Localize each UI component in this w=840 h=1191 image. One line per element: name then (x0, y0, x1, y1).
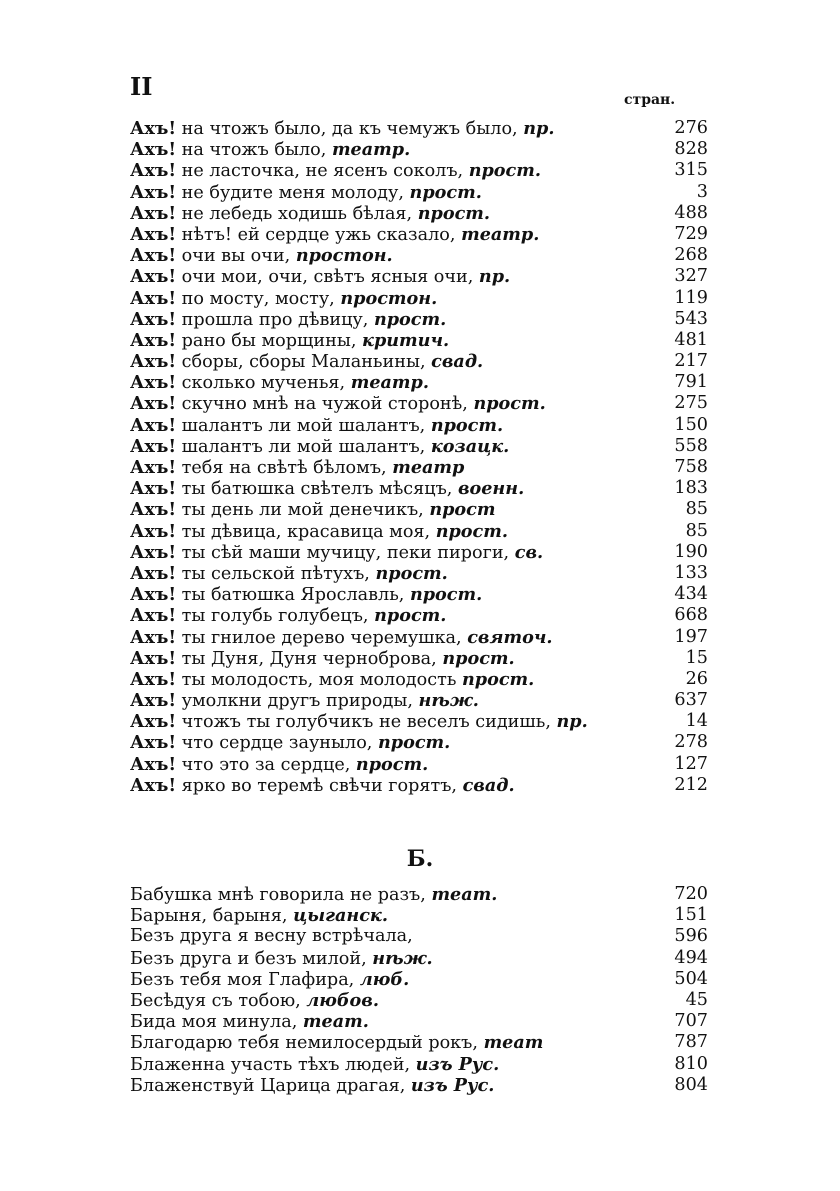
entry-title: на чтожъ было, (181, 140, 327, 161)
entry-title: сборы, сборы Маланьины, (181, 352, 426, 373)
entry-genre: простон. (340, 287, 438, 309)
index-entry (130, 118, 708, 139)
entry-lead: Ахъ! (130, 541, 177, 563)
index-entry (130, 884, 708, 905)
index-entry (130, 393, 708, 414)
entry-genre: военн. (457, 478, 525, 500)
index-entry (130, 926, 708, 947)
index-entry (130, 372, 708, 393)
index-entry (130, 732, 708, 753)
entry-genre: святоч. (467, 626, 553, 648)
entry-page-number: 197 (670, 627, 708, 648)
entry-page-number: 729 (670, 224, 708, 245)
entry-page-number: 637 (670, 690, 708, 711)
entry-page-number: 543 (670, 309, 708, 330)
entry-lead: Ахъ! (130, 711, 177, 733)
entry-genre: театр. (350, 372, 429, 394)
entry-genre: изъ Рус. (410, 1074, 495, 1096)
entry-title: ты дѣвица, красавица моя, (181, 521, 431, 542)
index-entry (130, 563, 708, 584)
entry-page-number: 212 (670, 775, 708, 796)
entry-lead: Ахъ! (130, 160, 177, 182)
entry-page-number: 720 (670, 884, 708, 905)
entry-title: ты гнилое дерево черемушка, (181, 627, 462, 648)
entry-genre: прост. (375, 562, 448, 584)
entry-lead: Ахъ! (130, 668, 177, 690)
entry-page-number: 758 (670, 457, 708, 478)
entry-lead: Ахъ! (130, 690, 177, 712)
entry-genre: пр. (556, 711, 588, 733)
index-entry (130, 948, 708, 969)
entry-page-number: 707 (670, 1011, 708, 1032)
entry-page-number: 85 (682, 521, 708, 542)
index-entry (130, 457, 708, 478)
index-entry (130, 309, 708, 330)
entry-lead: Ахъ! (130, 118, 177, 139)
entry-page-number: 275 (670, 393, 708, 414)
index-entry (130, 669, 708, 690)
entry-title: Барыня, барыня, (130, 906, 288, 927)
entry-title: Бабушка мнѣ говорила не разъ, (130, 885, 426, 905)
entry-genre: прост. (409, 181, 482, 203)
index-entry (130, 905, 708, 926)
entry-page-number: 504 (670, 969, 708, 990)
index-entry (130, 351, 708, 372)
entry-page-number: 3 (693, 182, 708, 203)
entry-genre: прост. (417, 202, 491, 224)
entry-title: ты батюшка свѣтелъ мѣсяцъ, (181, 479, 453, 500)
index-entry (130, 436, 708, 457)
index-entry (130, 1075, 708, 1096)
entry-lead: Ахъ! (130, 457, 177, 478)
entry-genre: свад. (462, 774, 515, 796)
entry-genre: прост. (355, 753, 429, 775)
entry-title: на чтожъ было, да къ чемужъ было, (181, 119, 518, 139)
index-entry (130, 266, 708, 287)
entry-page-number: 190 (670, 542, 708, 563)
entry-genre: прост. (374, 605, 447, 627)
entry-page-number: 327 (670, 266, 708, 287)
entry-genre: св. (514, 541, 544, 563)
entry-page-number: 127 (670, 754, 708, 775)
entry-title: умолкни другъ природы, (181, 691, 413, 712)
index-entry (130, 182, 708, 203)
entry-page-number: 45 (682, 990, 708, 1011)
index-entry (130, 224, 708, 245)
entry-title: не ласточка, не ясенъ соколъ, (181, 161, 464, 182)
entry-page-number: 276 (670, 118, 708, 139)
entry-title: Безъ друга и безъ милой, (130, 948, 367, 969)
entry-lead: Ахъ! (130, 562, 177, 584)
entry-title: не будите меня молоду, (181, 182, 404, 203)
entry-lead: Ахъ! (130, 435, 177, 457)
entry-title: Блаженна участь тѣхъ людей, (130, 1054, 411, 1075)
entry-lead: Ахъ! (130, 372, 177, 394)
index-entry (130, 415, 708, 436)
entry-genre: нѣж. (372, 947, 433, 969)
entry-page-number: 488 (670, 203, 708, 224)
entry-title: Благодарю тебя немилосердый рокъ, (130, 1033, 478, 1054)
index-entry (130, 1011, 708, 1032)
entry-lead: Ахъ! (130, 266, 177, 288)
section-b-list (130, 884, 708, 1096)
entry-title: ты Дуня, Дуня черноброва, (181, 648, 437, 669)
entry-genre: нѣж. (418, 690, 479, 712)
page-number: II (130, 72, 153, 101)
entry-page-number: 119 (670, 288, 708, 309)
index-entry (130, 1054, 708, 1075)
entry-page-number: 85 (682, 499, 708, 520)
entry-page-number: 596 (670, 926, 708, 947)
entry-lead: Ахъ! (130, 245, 177, 267)
entry-title: ты батюшка Ярославль, (181, 585, 405, 606)
index-entry (130, 160, 708, 181)
index-entry (130, 775, 708, 796)
entry-page-number: 133 (670, 563, 708, 584)
entry-lead: Ахъ! (130, 393, 177, 415)
entry-genre: простон. (295, 245, 393, 267)
entry-title: очи мои, очи, свѣтъ ясныя очи, (181, 267, 474, 288)
entry-page-number: 828 (670, 139, 708, 160)
entry-title: чтожъ ты голубчикъ не веселъ сидишь, (181, 712, 551, 733)
entry-title: ты сѣй маши мучицу, пеки пироги, (181, 542, 510, 563)
index-entry (130, 542, 708, 563)
column-header: стран. (624, 92, 676, 108)
entry-lead: Ахъ! (130, 139, 177, 161)
index-entry (130, 1032, 708, 1053)
entry-genre: теат. (431, 884, 498, 905)
index-entry (130, 627, 708, 648)
entry-title: что это за сердце, (181, 754, 351, 775)
entry-genre: цыганск. (293, 905, 388, 927)
entry-genre: театр. (461, 223, 540, 245)
entry-page-number: 151 (670, 905, 708, 926)
index-entry (130, 288, 708, 309)
entry-page-number: 558 (670, 436, 708, 457)
entry-lead: Ахъ! (130, 181, 177, 203)
entry-page-number: 804 (670, 1075, 708, 1096)
entry-title: ярко во теремѣ свѣчи горятъ, (181, 775, 457, 796)
entry-page-number: 481 (670, 330, 708, 351)
entry-title: Безъ друга я весну встрѣчала, (130, 926, 413, 947)
entry-genre: прост. (468, 160, 542, 182)
entry-genre: театр (392, 457, 465, 478)
entry-genre: прост. (378, 732, 451, 754)
entry-title: тебя на свѣтѣ бѣломъ, (181, 458, 387, 478)
entry-title: рано бы морщины, (181, 330, 357, 351)
entry-lead: Ахъ! (130, 499, 177, 521)
entry-genre: прост. (473, 393, 546, 415)
entry-lead: Ахъ! (130, 626, 177, 648)
entry-title: ты день ли мой денечикъ, (181, 500, 424, 521)
entry-page-number: 150 (670, 415, 708, 436)
entry-lead: Ахъ! (130, 774, 177, 796)
entry-genre: прост. (442, 647, 515, 669)
index-entry (130, 711, 708, 732)
entry-title: Блаженствуй Царица драгая, (130, 1075, 406, 1096)
entry-genre: прост. (435, 520, 509, 542)
entry-page-number: 791 (670, 372, 708, 393)
entry-genre: прост. (409, 584, 483, 606)
entry-genre: пр. (523, 118, 555, 139)
entry-lead: Ахъ! (130, 351, 177, 373)
index-entry (130, 499, 708, 520)
entry-page-number: 315 (670, 160, 708, 181)
entry-title: скучно мнѣ на чужой сторонѣ, (181, 394, 468, 415)
entry-lead: Ахъ! (130, 732, 177, 754)
entry-lead: Ахъ! (130, 223, 177, 245)
entry-page-number: 217 (670, 351, 708, 372)
entry-page-number: 434 (670, 584, 708, 605)
index-entry (130, 990, 708, 1011)
entry-title: Бесѣдуя съ тобою, (130, 990, 301, 1011)
entry-title: шалантъ ли мой шалантъ, (181, 436, 426, 457)
entry-genre: теат. (302, 1011, 369, 1033)
entry-title: что сердце заунылo, (181, 733, 373, 754)
entry-page-number: 14 (682, 711, 708, 732)
entry-genre: критич. (362, 329, 450, 351)
entry-genre: изъ Рус. (415, 1053, 500, 1075)
entry-title: ты молодость, моя молодость (181, 669, 457, 690)
section-b-heading: Б. (406, 846, 434, 872)
entry-genre: люб. (359, 968, 410, 990)
entry-genre: любов. (306, 989, 379, 1011)
entry-lead: Ахъ! (130, 647, 177, 669)
index-entry (130, 584, 708, 605)
entry-page-number: 183 (670, 478, 708, 499)
entry-lead: Ахъ! (130, 329, 177, 351)
entry-page-number: 15 (682, 648, 708, 669)
entry-title: ты голубь голубецъ, (181, 606, 369, 627)
entry-page-number: 278 (670, 732, 708, 753)
entry-genre: прост (429, 499, 496, 521)
entry-title: нѣтъ! ей сердце ужь сказало, (181, 224, 456, 245)
entry-page-number: 494 (670, 948, 708, 969)
entry-page-number: 26 (682, 669, 708, 690)
entry-title: Бида моя минула, (130, 1012, 298, 1033)
entry-genre: теат (483, 1032, 544, 1054)
entry-title: Безъ тебя моя Глафира, (130, 969, 355, 990)
entry-genre: козацк. (430, 435, 510, 457)
entry-genre: театр. (331, 139, 411, 161)
index-entry (130, 969, 708, 990)
entry-lead: Ахъ! (130, 605, 177, 627)
index-entry (130, 203, 708, 224)
index-entry (130, 754, 708, 775)
entry-genre: прост. (430, 414, 504, 436)
entry-genre: прост. (462, 668, 535, 690)
entry-genre: прост. (373, 308, 447, 330)
entry-lead: Ахъ! (130, 584, 177, 606)
index-entry (130, 478, 708, 499)
entry-title: ты сельской пѣтухъ, (181, 563, 370, 584)
entry-lead: Ахъ! (130, 202, 177, 224)
entry-title: сколько мученья, (181, 373, 346, 394)
entry-title: шалантъ ли мой шалантъ, (181, 415, 426, 436)
entry-genre: пр. (478, 266, 511, 288)
index-entry (130, 521, 708, 542)
entry-title: очи вы очи, (181, 246, 291, 267)
entry-page-number: 668 (670, 605, 708, 626)
index-entry (130, 245, 708, 266)
entry-page-number: 787 (670, 1032, 708, 1053)
entry-lead: Ахъ! (130, 414, 177, 436)
entry-title: не лебедь ходишь бѣлая, (181, 203, 413, 224)
index-entry (130, 690, 708, 711)
entry-lead: Ахъ! (130, 753, 177, 775)
entry-page-number: 268 (670, 245, 708, 266)
entry-title: прошла про дѣвицу, (181, 309, 369, 330)
section-a-list (130, 118, 708, 796)
entry-lead: Ахъ! (130, 287, 177, 309)
entry-page-number: 810 (670, 1054, 708, 1075)
entry-genre: свад. (431, 351, 484, 373)
index-entry (130, 139, 708, 160)
index-entry (130, 605, 708, 626)
index-entry (130, 648, 708, 669)
entry-lead: Ахъ! (130, 478, 177, 500)
entry-lead: Ахъ! (130, 308, 177, 330)
entry-lead: Ахъ! (130, 520, 177, 542)
entry-title: по мосту, мосту, (181, 288, 335, 309)
index-entry (130, 330, 708, 351)
